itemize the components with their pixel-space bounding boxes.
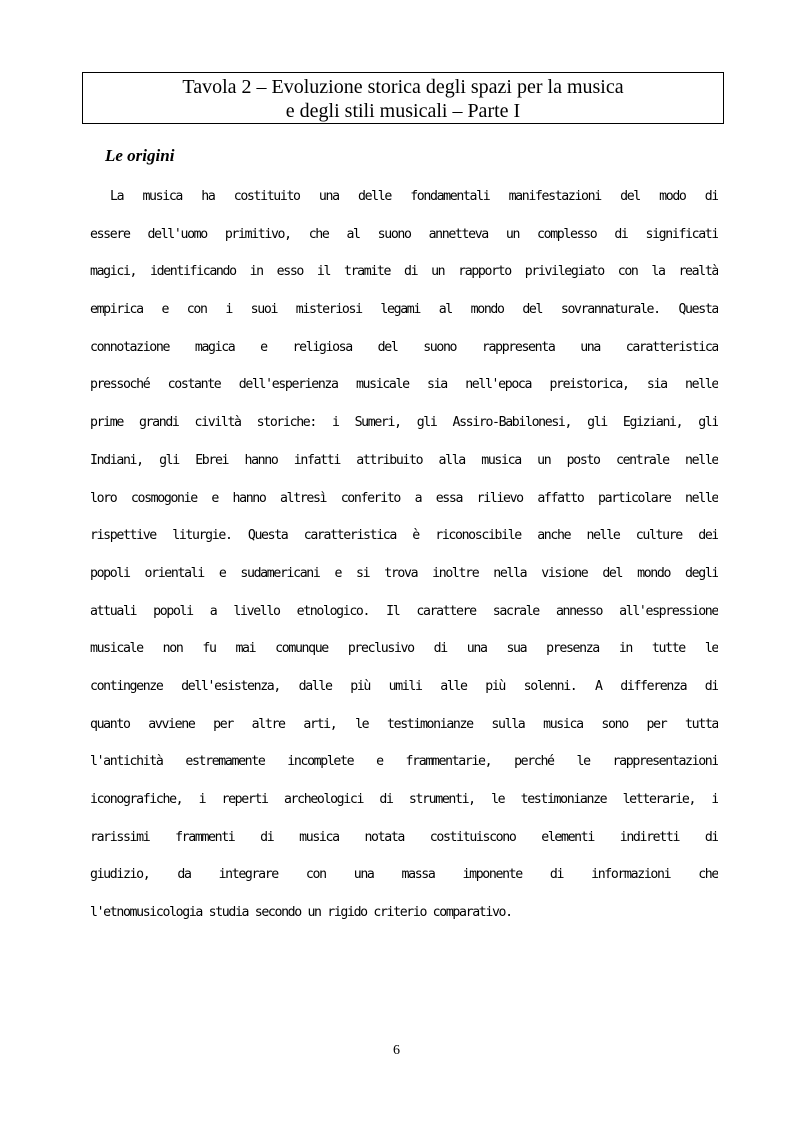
paragraph-line: quanto avviene per altre arti, le testimonianze sulla musica sono per tutta xyxy=(90,716,718,732)
title-line-1: Tavola 2 – Evoluzione storica degli spazi per la musica xyxy=(182,76,624,98)
paragraph-line: essere dell'uomo primitivo, che al suono annetteva un complesso di significati xyxy=(90,226,718,242)
paragraph-line: giudizio, da integrare con una massa imponente di informazioni che xyxy=(90,867,718,883)
paragraph-line: connotazione magica e religiosa del suono rappresenta una caratteristica xyxy=(90,339,718,355)
paragraph-line: loro cosmogonie e hanno altresì conferito a essa rilievo affatto particolare nelle xyxy=(90,490,718,506)
paragraph-line: magici, identificando in esso il tramite di un rapporto privilegiato con la realtà xyxy=(90,264,718,280)
paragraph-line: La musica ha costituito una delle fondamentali manifestazioni del modo di xyxy=(110,189,718,204)
table-title-box xyxy=(82,72,724,124)
paragraph-line: empirica e con i suoi misteriosi legami al mondo del sovrannaturale. Questa xyxy=(90,302,718,318)
page-number: 6 xyxy=(393,1043,400,1058)
paragraph-line: prime grandi civiltà storiche: i Sumeri, gli Assiro-Babilonesi, gli Egiziani, gli xyxy=(90,415,718,431)
paragraph-line: attuali popoli a livello etnologico. Il carattere sacrale annesso all'espressione xyxy=(90,603,718,619)
paragraph-line: rarissimi frammenti di musica notata costituiscono elementi indiretti di xyxy=(90,829,718,845)
section-heading: Le origini xyxy=(105,146,175,165)
paragraph-line: iconografiche, i reperti archeologici di strumenti, le testimonianze letterarie, i xyxy=(90,792,718,807)
paragraph-line: musicale non fu mai comunque preclusivo di una sua presenza in tutte le xyxy=(90,641,718,657)
paragraph-line: pressoché costante dell'esperienza musicale sia nell'epoca preistorica, sia nelle xyxy=(90,377,718,393)
paragraph-line: popoli orientali e sudamericani e si trova inoltre nella visione del mondo degli xyxy=(90,565,718,581)
paragraph-line: contingenze dell'esistenza, dalle più umili alle più solenni. A differenza di xyxy=(90,678,718,694)
title-line-2: e degli stili musicali – Parte I xyxy=(285,100,521,122)
paragraph-line: l'etnomusicologia studia secondo un rigido criterio comparativo. xyxy=(90,905,512,921)
body-paragraph xyxy=(90,178,718,932)
paragraph-line: Indiani, gli Ebrei hanno infatti attribuito alla musica un posto centrale nelle xyxy=(90,452,718,468)
paragraph-line: rispettive liturgie. Questa caratteristica è riconoscibile anche nelle culture dei xyxy=(90,528,718,544)
paragraph-line: l'antichità estremamente incomplete e frammentarie, perché le rappresentazioni xyxy=(90,754,718,770)
